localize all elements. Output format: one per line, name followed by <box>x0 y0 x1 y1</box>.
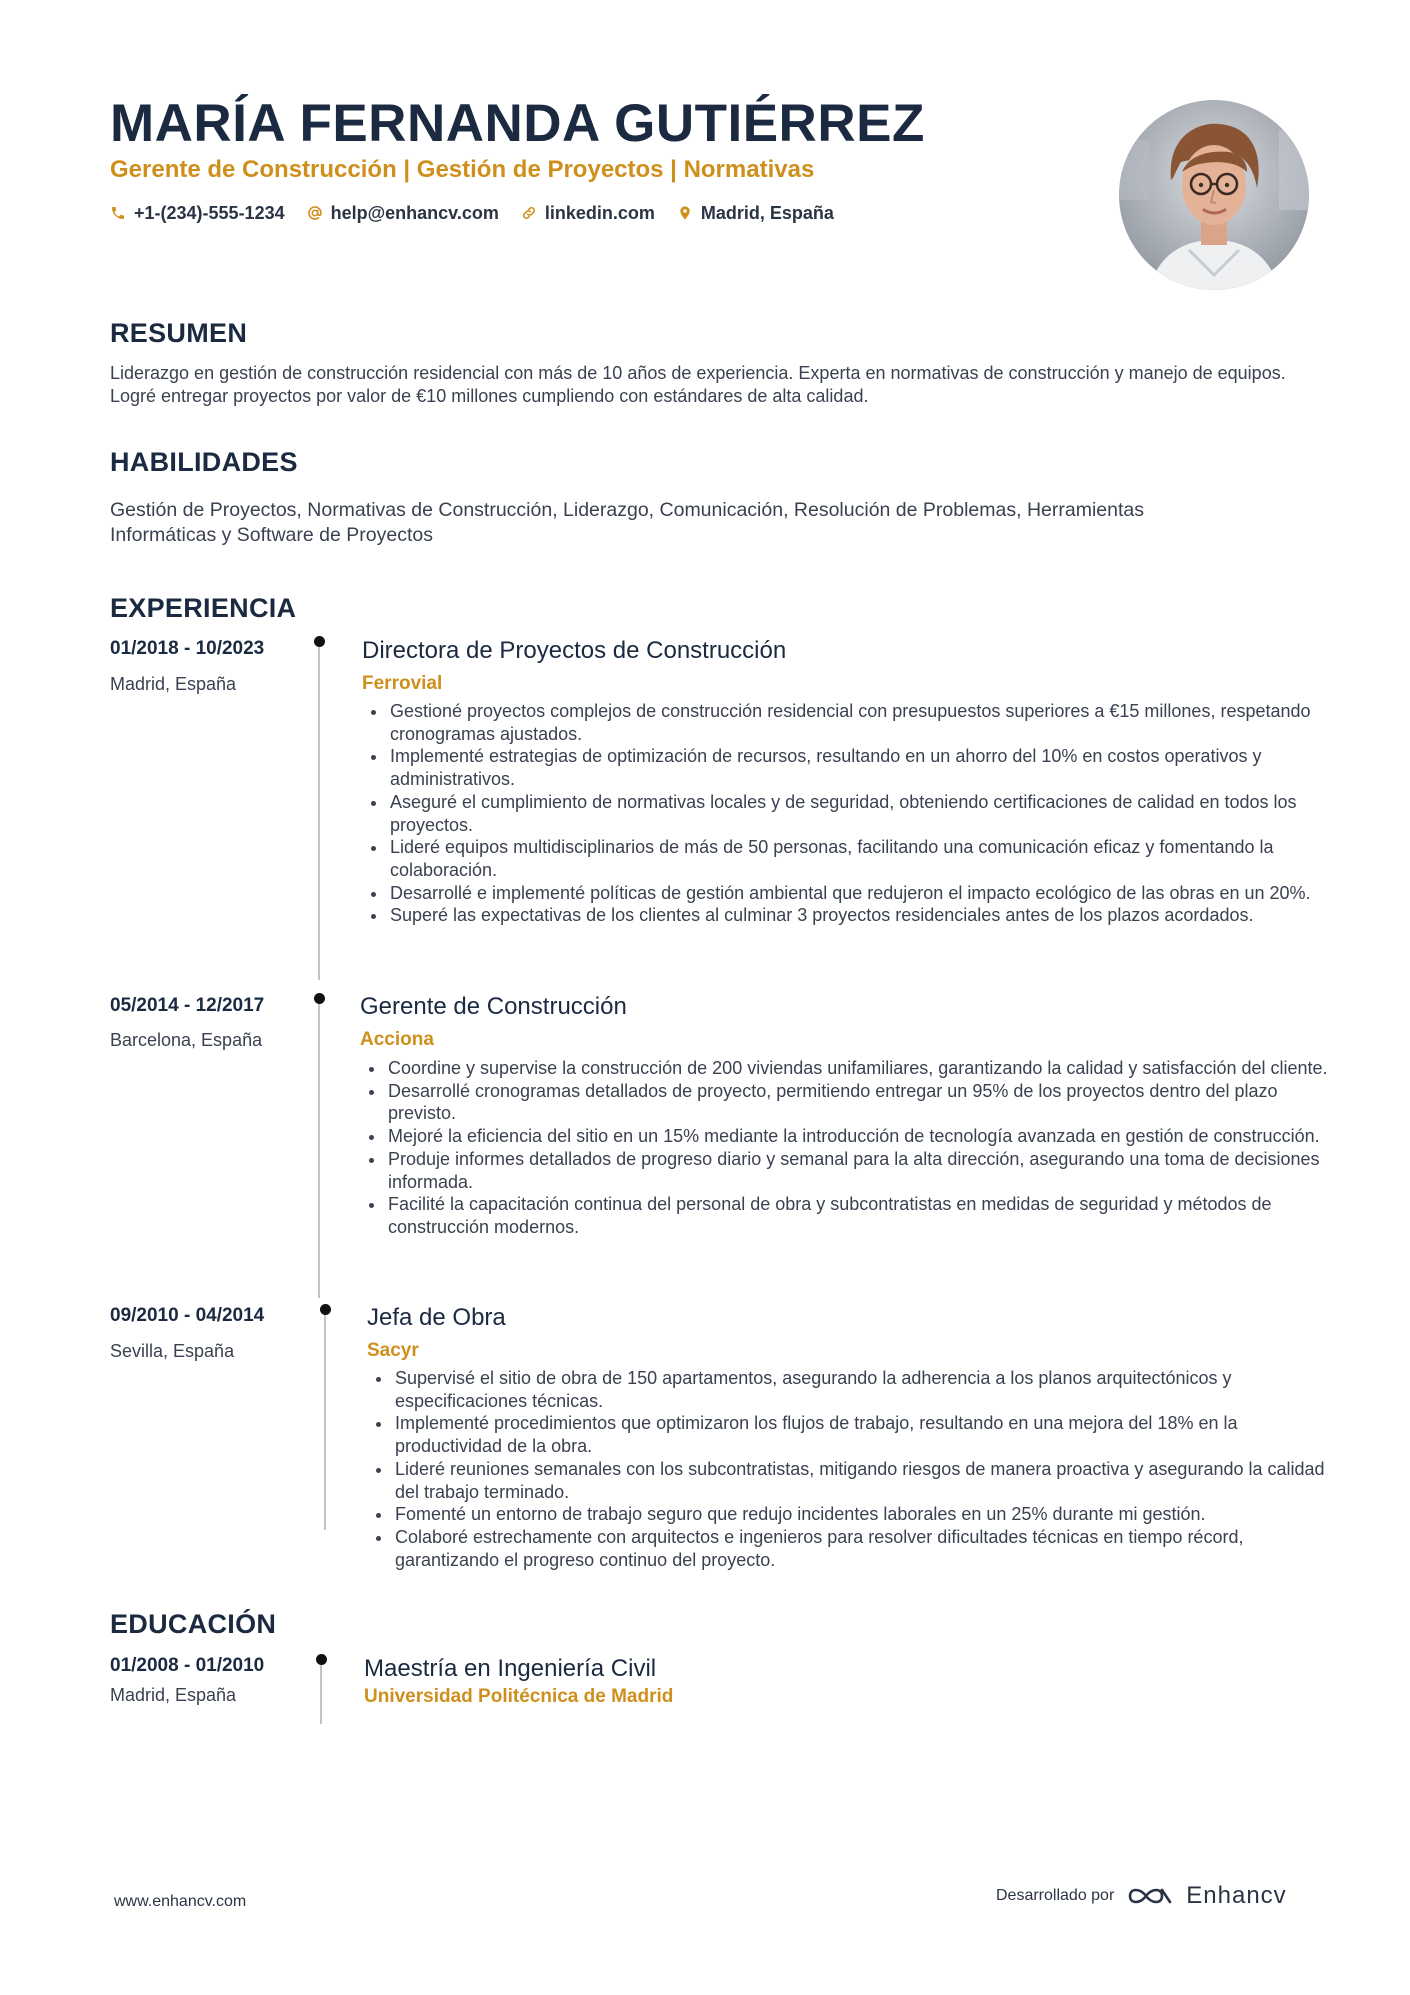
job-title: Gerente de Construcción <box>360 993 627 1020</box>
timeline-line <box>318 998 320 1298</box>
footer-branding <box>996 1882 1287 1910</box>
job-dates: 09/2010 - 04/2014 <box>110 1305 265 1326</box>
job-bullet: • Lideré equipos multidisciplinarios de más de 50 personas, facilitando una comunicación eficaz y fomentando la colaboración. <box>388 836 1338 881</box>
job-bullets <box>362 700 1338 927</box>
contact-linkedin[interactable] <box>521 200 655 226</box>
school-name: Universidad Politécnica de Madrid <box>364 1686 674 1707</box>
candidate-name: MARÍA FERNANDA GUTIÉRREZ <box>110 94 925 153</box>
job-bullet: • Implementé procedimientos que optimizaron los flujos de trabajo, resultando en una mejora del 18% en la productividad de la obra. <box>393 1412 1338 1457</box>
contact-location-text: Madrid, España <box>700 203 834 223</box>
summary-text: Liderazgo en gestión de construcción residencial con más de 10 años de experiencia. Experta en normativas de construcción y manejo de equipos. Logré entregar proyectos por valor de €10 millones cumpliendo con estándares de alta calidad. <box>110 363 1286 406</box>
skills-title: HABILIDADES <box>110 447 298 477</box>
job-bullet: • Superé las expectativas de los clientes al culminar 3 proyectos residenciales antes de los plazos acordados. <box>388 904 1338 927</box>
job-bullet: • Colaboré estrechamente con arquitectos e ingenieros para resolver dificultades técnicas en tiempo récord, garantizando el progreso continuo del proyecto. <box>393 1526 1338 1571</box>
job-bullet: • Desarrollé cronogramas detallados de proyecto, permitiendo entregar un 95% de los proyectos dentro del plazo previsto. <box>386 1080 1338 1125</box>
enhancv-logo-icon <box>1126 1882 1174 1910</box>
job-bullet: • Mejoré la eficiencia del sitio en un 15% mediante la introducción de tecnología avanzada en gestión de construcción. <box>386 1125 1338 1148</box>
powered-by-label: Desarrollado por <box>996 1887 1115 1904</box>
link-icon <box>521 205 537 221</box>
job-location: Madrid, España <box>110 674 237 694</box>
profile-photo <box>1119 100 1309 290</box>
timeline-line <box>318 642 320 980</box>
location-pin-icon <box>677 205 693 221</box>
job-bullet: • Aseguré el cumplimiento de normativas locales y de seguridad, obteniendo certificaciones de calidad en todos los proyectos. <box>388 791 1338 836</box>
brand-name: Enhancv <box>1186 1882 1287 1909</box>
at-icon <box>307 205 323 221</box>
job-bullet: • Lideré reuniones semanales con los subcontratistas, mitigando riesgos de manera proactiva y asegurando la calidad del trabajo terminado. <box>393 1458 1338 1503</box>
job-title: Jefa de Obra <box>367 1304 506 1331</box>
education-title: EDUCACIÓN <box>110 1609 277 1639</box>
contact-phone-text: +1-(234)-555-1234 <box>134 203 285 223</box>
phone-icon <box>110 205 126 221</box>
summary-title: RESUMEN <box>110 318 248 348</box>
experience-title: EXPERIENCIA <box>110 593 297 623</box>
education-location: Madrid, España <box>110 1685 237 1705</box>
job-bullet: • Desarrollé e implementé políticas de gestión ambiental que redujeron el impacto ecológico de las obras en un 20%. <box>388 882 1338 905</box>
job-bullet: • Fomenté un entorno de trabajo seguro que redujo incidentes laborales en un 25% durante mi gestión. <box>393 1503 1338 1526</box>
contact-phone[interactable] <box>110 200 285 226</box>
job-bullets <box>367 1367 1338 1571</box>
job-location: Barcelona, España <box>110 1030 263 1050</box>
timeline-dot <box>314 993 325 1004</box>
job-bullet: • Coordine y supervise la construcción de 200 viviendas unifamiliares, garantizando la calidad y satisfacción del cliente. <box>386 1057 1338 1080</box>
job-bullet: • Implementé estrategias de optimización de recursos, resultando en un ahorro del 10% en costos operativos y administrativos. <box>388 745 1338 790</box>
headline: Gerente de Construcción | Gestión de Proyectos | Normativas <box>110 156 815 183</box>
skills-text: Gestión de Proyectos, Normativas de Construcción, Liderazgo, Comunicación, Resolución de Problemas, Herramientas Informáticas y Software de Proyectos <box>110 499 1144 546</box>
timeline-line <box>324 1310 326 1530</box>
job-bullet: • Produje informes detallados de progreso diario y semanal para la alta dirección, asegurando una toma de decisiones informada. <box>386 1148 1338 1193</box>
contact-location <box>677 200 834 226</box>
job-dates: 05/2014 - 12/2017 <box>110 995 265 1016</box>
timeline-line <box>320 1660 322 1724</box>
job-dates: 01/2018 - 10/2023 <box>110 638 265 659</box>
job-location: Sevilla, España <box>110 1341 235 1361</box>
company-name: Acciona <box>360 1029 434 1050</box>
job-bullet: • Supervisé el sitio de obra de 150 apartamentos, asegurando la adherencia a los planos arquitectónicos y especificaciones técnicas. <box>393 1367 1338 1412</box>
contact-email-text: help@enhancv.com <box>330 203 499 223</box>
job-bullet: • Gestioné proyectos complejos de construcción residencial con presupuestos superiores a €15 millones, respetando cronogramas ajustados. <box>388 700 1338 745</box>
education-dates: 01/2008 - 01/2010 <box>110 1655 265 1676</box>
footer-website[interactable]: www.enhancv.com <box>114 1893 247 1910</box>
job-title: Directora de Proyectos de Construcción <box>362 637 787 664</box>
company-name: Sacyr <box>367 1340 419 1361</box>
degree-title: Maestría en Ingeniería Civil <box>364 1655 657 1682</box>
contact-linkedin-text: linkedin.com <box>544 203 655 223</box>
timeline-dot <box>320 1304 331 1315</box>
timeline-dot <box>316 1654 327 1665</box>
job-bullets <box>360 1057 1338 1239</box>
timeline-dot <box>314 636 325 647</box>
contact-bar <box>110 200 834 226</box>
job-bullet: • Facilité la capacitación continua del personal de obra y subcontratistas en medidas de seguridad y métodos de construcción modernos. <box>386 1193 1338 1238</box>
company-name: Ferrovial <box>362 673 443 694</box>
contact-email[interactable] <box>307 200 499 226</box>
